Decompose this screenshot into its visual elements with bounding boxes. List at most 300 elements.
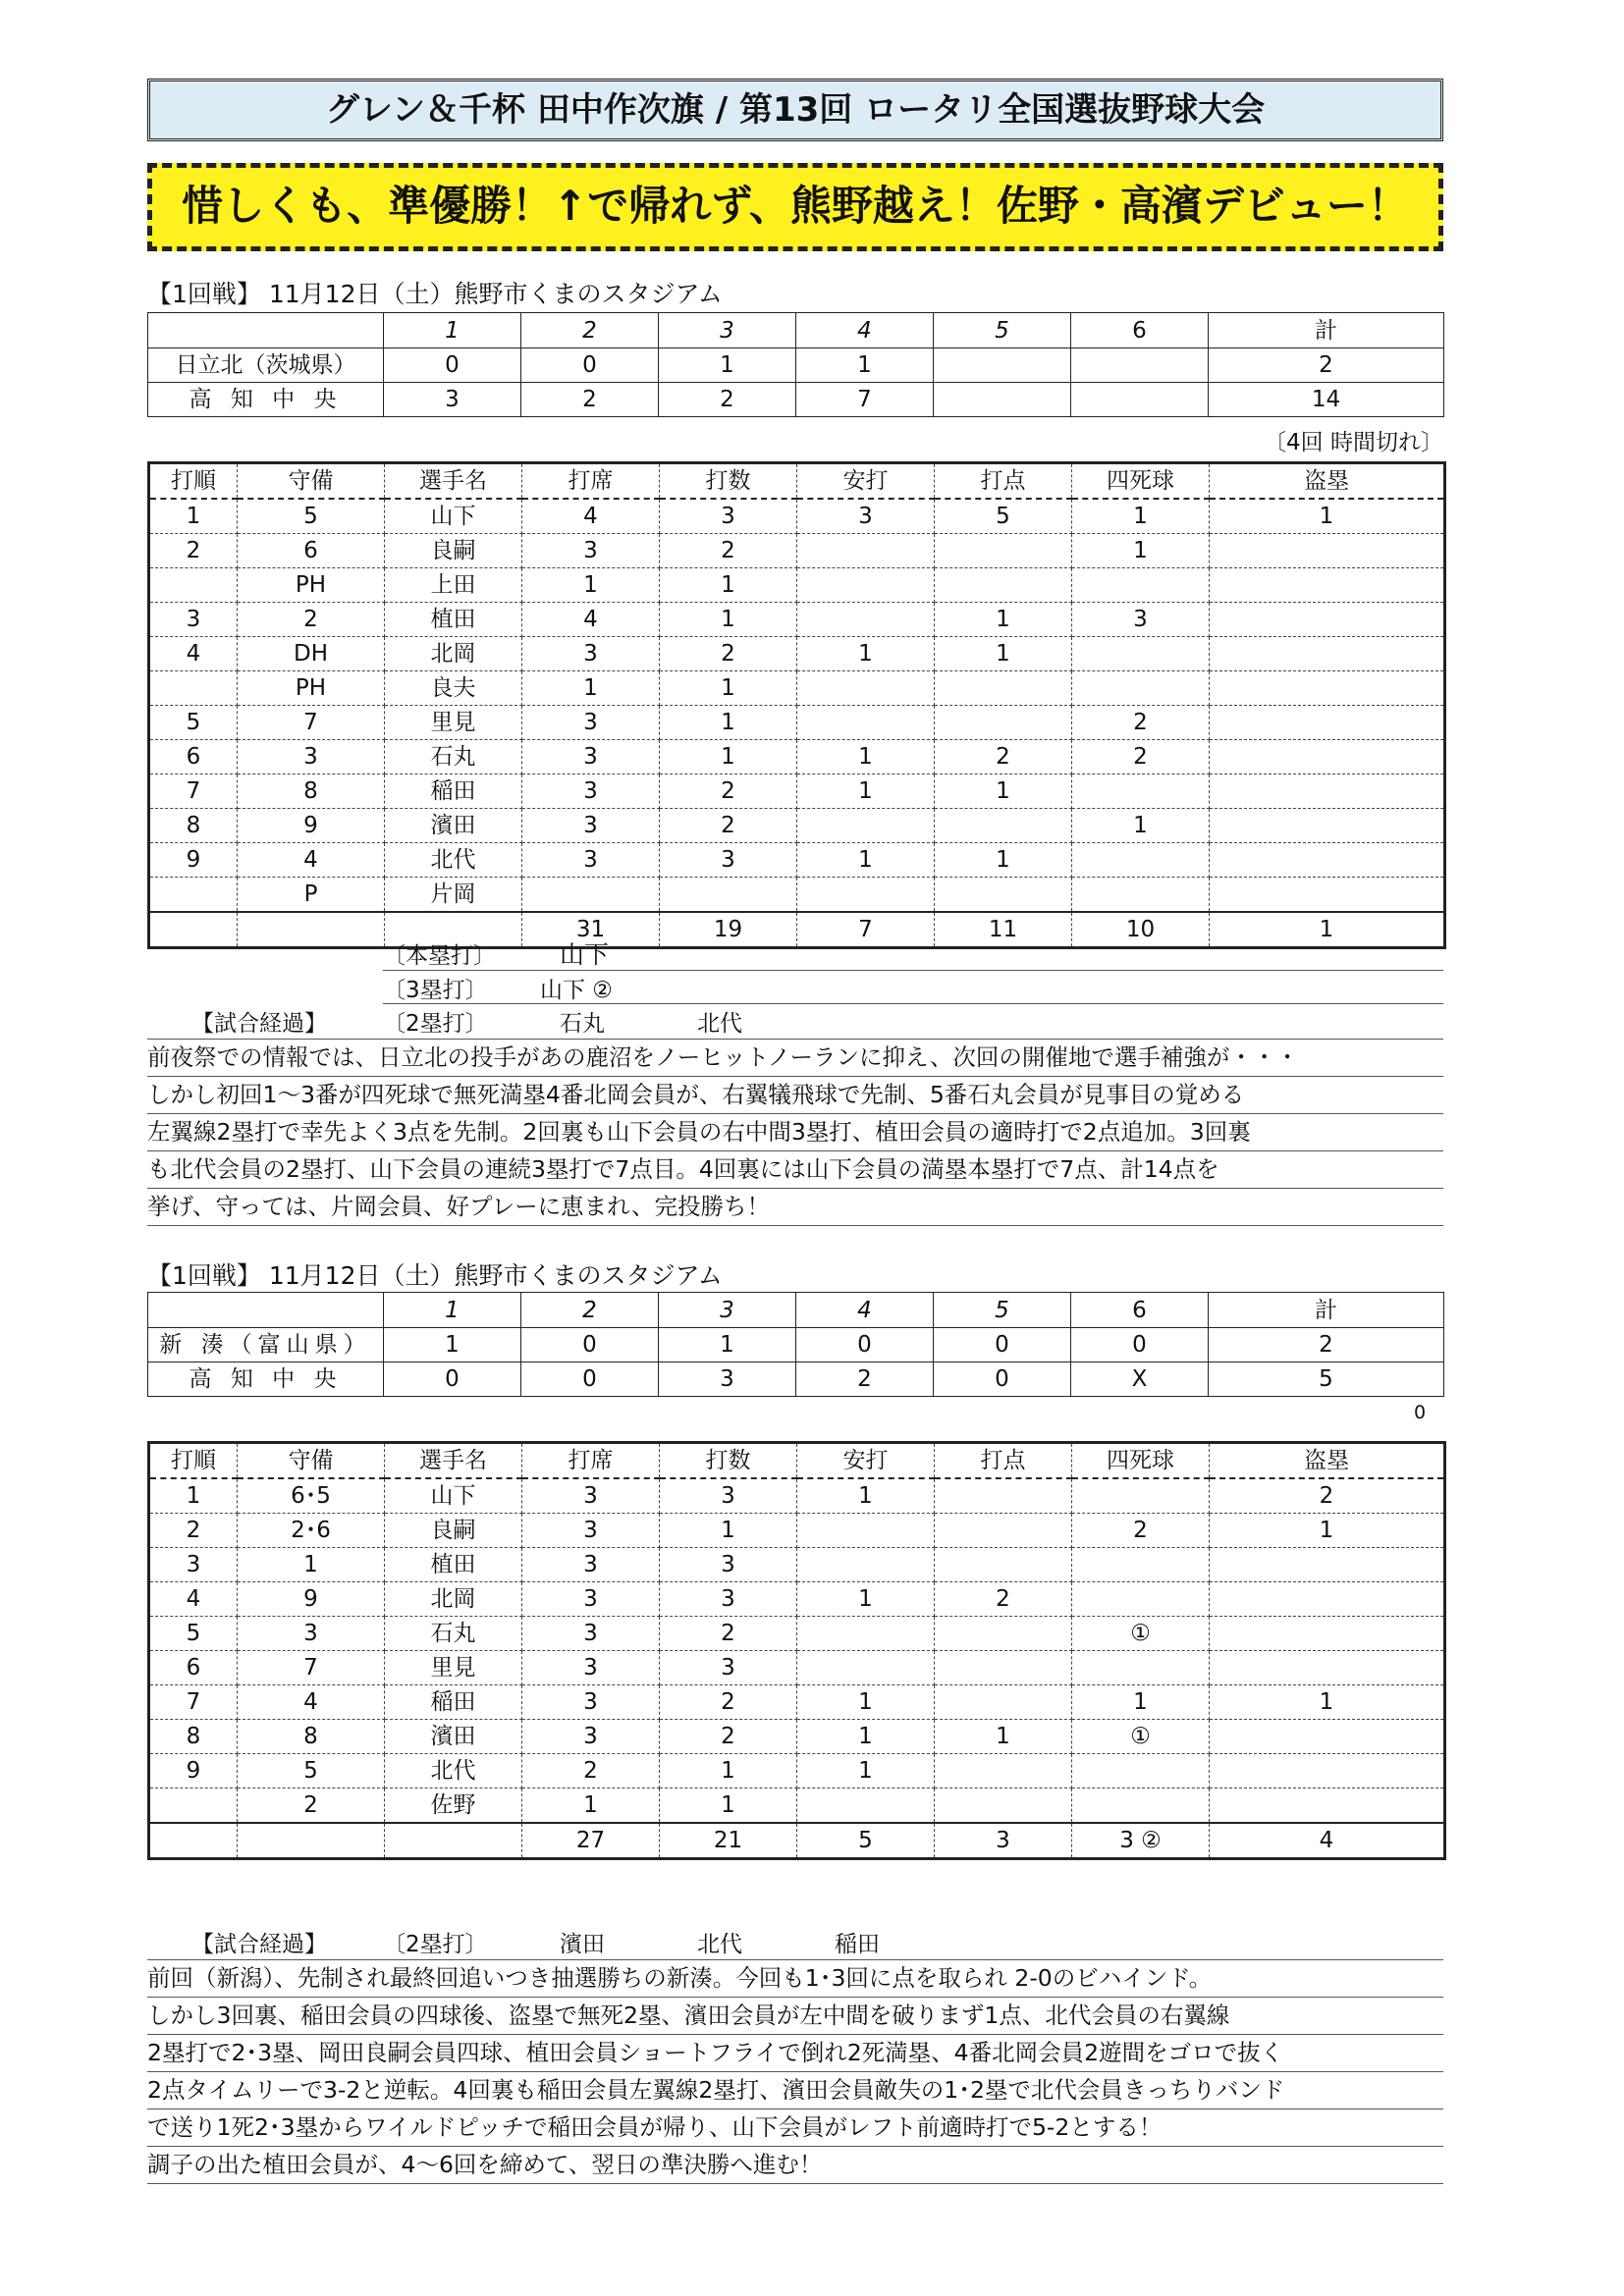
table-cell: 1	[935, 637, 1072, 671]
table-cell: 里見	[385, 706, 522, 740]
score-cell	[934, 383, 1071, 417]
header-rbi: 打点	[935, 1443, 1072, 1479]
table-cell: 2	[522, 1754, 660, 1789]
score-cell: 0	[384, 1362, 521, 1397]
table-cell: 1	[149, 1478, 238, 1514]
score-cell: 1	[384, 1328, 521, 1362]
table-cell: 3	[522, 774, 660, 809]
summary-line: 前夜祭での情報では、日立北の投手があの鹿沼をノーヒットノーランに抑え、次回の開催地で選手補強が・・・	[147, 1040, 1443, 1077]
table-cell	[935, 1754, 1072, 1789]
table-cell: 1	[935, 1720, 1072, 1754]
inning-2-header: 2	[521, 313, 659, 348]
inning-5-header: 5	[934, 313, 1071, 348]
game1-triple-label: 〔3塁打〕	[383, 978, 488, 1003]
table-row	[149, 843, 1445, 878]
team-name: 日立北（茨城県）	[148, 348, 384, 383]
table-row	[149, 1548, 1445, 1582]
table-cell: 7	[149, 774, 238, 809]
table-cell: 1	[797, 1582, 935, 1617]
header-hits: 安打	[797, 463, 935, 500]
table-cell: 1	[797, 740, 935, 774]
table-cell: 5	[149, 1617, 238, 1651]
table-cell	[1210, 740, 1445, 774]
header-batting-order: 打順	[149, 1443, 238, 1479]
table-cell: 4	[238, 1685, 385, 1720]
total-cell	[238, 912, 385, 948]
divider	[383, 970, 1443, 971]
table-cell	[1210, 774, 1445, 809]
summary-line: 2塁打で2･3塁、岡田良嗣会員四球、植田会員ショートフライで倒れ2死満塁、4番北岡会員2遊間をゴロで抜く	[147, 2035, 1443, 2072]
table-cell: 9	[149, 1754, 238, 1789]
table-cell: 良嗣	[385, 534, 522, 568]
table-cell: 2	[660, 1617, 797, 1651]
table-cell: 4	[522, 603, 660, 637]
table-cell: 3	[522, 637, 660, 671]
table-cell	[1072, 1754, 1210, 1789]
table-cell: 4	[149, 1582, 238, 1617]
table-cell	[1210, 1789, 1445, 1824]
team-name: 新 湊（富山県）	[148, 1328, 384, 1362]
score-cell: 0	[384, 348, 521, 383]
table-cell: 1	[797, 1685, 935, 1720]
inning-1-header: 1	[384, 313, 521, 348]
table-cell: 植田	[385, 603, 522, 637]
summary-line: 左翼線2塁打で幸先よく3点を先制。2回裏も山下会員の右中間3塁打、植田会員の適時打で2点追加。3回裏	[147, 1114, 1443, 1151]
summary-line: しかし3回裏、稲田会員の四球後、盗塁で無死2塁、濱田会員が左中間を破りまず1点、北代会員の右翼線	[147, 1998, 1443, 2035]
score-cell: 2	[521, 383, 659, 417]
table-row	[149, 1754, 1445, 1789]
total-header: 計	[1209, 313, 1444, 348]
table-cell: 8	[149, 809, 238, 843]
header-stolen-bases: 盗塁	[1210, 1443, 1445, 1479]
table-cell: 1	[935, 774, 1072, 809]
table-cell	[935, 1548, 1072, 1582]
table-cell: 山下	[385, 499, 522, 534]
table-cell	[1072, 1582, 1210, 1617]
score-cell: 0	[521, 1328, 659, 1362]
scoreboard-corner	[148, 313, 384, 348]
table-cell: 1	[1072, 809, 1210, 843]
table-cell	[1072, 1651, 1210, 1685]
game1-batting-table	[147, 461, 1446, 949]
table-cell	[1210, 1582, 1445, 1617]
table-cell: 3	[522, 1514, 660, 1548]
table-cell: 2	[660, 534, 797, 568]
score-cell: 1	[659, 348, 796, 383]
table-cell	[1072, 1478, 1210, 1514]
score-cell: 0	[521, 348, 659, 383]
game2-double-2: 北代	[697, 1932, 742, 1957]
table-cell: 1	[238, 1548, 385, 1582]
table-cell	[797, 809, 935, 843]
score-total: 14	[1209, 383, 1444, 417]
table-cell: 7	[238, 1651, 385, 1685]
table-cell	[1210, 568, 1445, 603]
score-cell: 1	[659, 1328, 796, 1362]
table-row	[149, 809, 1445, 843]
score-total: 5	[1209, 1362, 1444, 1397]
table-cell	[1210, 1617, 1445, 1651]
table-cell	[1072, 637, 1210, 671]
table-cell: 9	[238, 1582, 385, 1617]
table-cell: 8	[149, 1720, 238, 1754]
game1-double-2: 北代	[697, 1011, 742, 1037]
table-cell: 片岡	[385, 878, 522, 913]
score-cell: 0	[934, 1328, 1071, 1362]
table-cell	[1210, 706, 1445, 740]
game1-homerun-label: 〔本塁打〕	[383, 943, 496, 969]
table-cell: 植田	[385, 1548, 522, 1582]
team-name: 高 知 中 央	[148, 383, 384, 417]
table-cell: 1	[149, 499, 238, 534]
table-cell: 6	[238, 534, 385, 568]
table-cell	[935, 878, 1072, 913]
table-cell: 1	[660, 603, 797, 637]
table-cell: 3	[1072, 603, 1210, 637]
table-cell	[797, 534, 935, 568]
header-rbi: 打点	[935, 463, 1072, 500]
table-cell: 北岡	[385, 1582, 522, 1617]
table-cell: 2･6	[238, 1514, 385, 1548]
table-cell	[797, 878, 935, 913]
game2-scoreboard	[147, 1292, 1444, 1397]
table-cell: 3	[660, 1651, 797, 1685]
summary-line: も北代会員の2塁打、山下会員の連続3塁打で7点目。4回裏には山下会員の満塁本塁打で7点、計14点を	[147, 1151, 1443, 1189]
game2-note: 0	[1414, 1402, 1427, 1423]
total-cell: 31	[522, 912, 660, 948]
table-cell: 7	[149, 1685, 238, 1720]
table-cell: 6	[149, 740, 238, 774]
table-cell: 1	[522, 671, 660, 706]
score-cell: 0	[521, 1362, 659, 1397]
table-cell: 山下	[385, 1478, 522, 1514]
table-cell: 9	[149, 843, 238, 878]
table-cell	[935, 671, 1072, 706]
table-cell: 3	[149, 1548, 238, 1582]
scoreboard-corner	[148, 1293, 384, 1328]
header-position: 守備	[238, 463, 385, 500]
table-cell: 9	[238, 809, 385, 843]
inning-3-header: 3	[659, 1293, 796, 1328]
table-cell	[797, 1651, 935, 1685]
table-cell: 3	[238, 740, 385, 774]
table-cell: 8	[238, 774, 385, 809]
table-cell	[1210, 843, 1445, 878]
totals-row	[149, 1823, 1445, 1859]
table-cell: 1	[797, 843, 935, 878]
totals-row	[149, 912, 1445, 948]
table-cell: 3	[522, 1651, 660, 1685]
inning-2-header: 2	[521, 1293, 659, 1328]
header-at-bats: 打数	[660, 1443, 797, 1479]
total-cell: 5	[797, 1823, 935, 1859]
game1-summary	[147, 1039, 1443, 1226]
inning-4-header: 4	[796, 1293, 934, 1328]
table-cell: 2	[149, 1514, 238, 1548]
score-cell: 0	[1071, 1328, 1209, 1362]
table-cell: DH	[238, 637, 385, 671]
table-cell: 1	[660, 706, 797, 740]
table-cell: 3	[522, 534, 660, 568]
table-row	[149, 499, 1445, 534]
score-cell	[1071, 348, 1209, 383]
table-cell: 稲田	[385, 1685, 522, 1720]
inning-3-header: 3	[659, 313, 796, 348]
table-cell: 3	[522, 1548, 660, 1582]
table-row	[149, 706, 1445, 740]
table-cell: 1	[522, 1789, 660, 1824]
table-cell: 濱田	[385, 809, 522, 843]
table-cell: 2	[660, 1720, 797, 1754]
table-cell: 3	[522, 740, 660, 774]
table-cell: 4	[522, 499, 660, 534]
table-row	[149, 637, 1445, 671]
table-cell	[1210, 809, 1445, 843]
table-cell: 2	[935, 1582, 1072, 1617]
table-cell	[1072, 843, 1210, 878]
game1-scoreboard	[147, 312, 1444, 417]
game1-keika-label: 【試合経過】	[191, 1011, 327, 1037]
header-player-name: 選手名	[385, 463, 522, 500]
score-cell: 7	[796, 383, 934, 417]
score-cell: 3	[659, 1362, 796, 1397]
total-cell	[149, 1823, 238, 1859]
table-cell: ①	[1072, 1720, 1210, 1754]
table-cell: 1	[797, 774, 935, 809]
table-row	[149, 740, 1445, 774]
table-cell	[522, 878, 660, 913]
table-cell: PH	[238, 568, 385, 603]
table-cell: 北代	[385, 843, 522, 878]
header-position: 守備	[238, 1443, 385, 1479]
table-row	[149, 534, 1445, 568]
table-cell: 2	[1072, 740, 1210, 774]
table-row	[149, 1478, 1445, 1514]
summary-line: 調子の出た植田会員が、4～6回を締めて、翌日の準決勝へ進む！	[147, 2147, 1443, 2184]
game2-batting-table	[147, 1441, 1446, 1860]
table-row	[149, 671, 1445, 706]
table-cell: 7	[238, 706, 385, 740]
table-cell	[1210, 534, 1445, 568]
table-cell: 3	[660, 499, 797, 534]
table-cell: 1	[1072, 534, 1210, 568]
total-cell: 4	[1210, 1823, 1445, 1859]
header-player-name: 選手名	[385, 1443, 522, 1479]
table-cell: 1	[797, 1478, 935, 1514]
table-cell: 1	[1210, 499, 1445, 534]
table-cell: 3	[522, 809, 660, 843]
table-cell	[935, 809, 1072, 843]
table-cell: 5	[238, 499, 385, 534]
inning-6-header: 6	[1071, 313, 1209, 348]
table-row	[149, 1720, 1445, 1754]
total-cell	[149, 912, 238, 948]
table-row	[149, 1617, 1445, 1651]
inning-5-header: 5	[934, 1293, 1071, 1328]
header-batting-order: 打順	[149, 463, 238, 500]
table-cell: 里見	[385, 1651, 522, 1685]
table-cell	[1072, 568, 1210, 603]
table-cell: 6･5	[238, 1478, 385, 1514]
table-cell: 3	[522, 1617, 660, 1651]
table-cell: 8	[238, 1720, 385, 1754]
table-cell: 1	[660, 568, 797, 603]
table-cell	[935, 568, 1072, 603]
score-cell: 1	[796, 348, 934, 383]
table-cell: 1	[1072, 499, 1210, 534]
table-cell: 2	[660, 637, 797, 671]
table-row	[149, 1514, 1445, 1548]
table-cell: 5	[149, 706, 238, 740]
table-cell	[935, 706, 1072, 740]
game1-triple: 山下 ②	[540, 978, 613, 1003]
score-cell: 3	[384, 383, 521, 417]
table-cell: 1	[522, 568, 660, 603]
table-cell	[1210, 1754, 1445, 1789]
table-cell	[1210, 1651, 1445, 1685]
table-cell	[1072, 1548, 1210, 1582]
total-cell	[238, 1823, 385, 1859]
table-cell: 2	[1210, 1478, 1445, 1514]
table-cell: PH	[238, 671, 385, 706]
total-cell	[385, 1823, 522, 1859]
header-plate-appearances: 打席	[522, 1443, 660, 1479]
table-cell: P	[238, 878, 385, 913]
table-cell: 3	[149, 603, 238, 637]
table-cell	[935, 534, 1072, 568]
table-cell: 6	[149, 1651, 238, 1685]
table-cell: 良夫	[385, 671, 522, 706]
total-cell: 19	[660, 912, 797, 948]
table-cell	[1210, 603, 1445, 637]
game2-summary	[147, 1959, 1443, 2184]
table-cell: 1	[660, 1789, 797, 1824]
table-cell	[797, 1548, 935, 1582]
table-cell	[1072, 1789, 1210, 1824]
score-total: 2	[1209, 1328, 1444, 1362]
table-row	[149, 568, 1445, 603]
table-row	[149, 603, 1445, 637]
table-cell: 2	[1072, 1514, 1210, 1548]
table-cell: 1	[660, 1754, 797, 1789]
table-cell	[149, 671, 238, 706]
team-name: 高 知 中 央	[148, 1362, 384, 1397]
table-cell: 濱田	[385, 1720, 522, 1754]
total-cell: 21	[660, 1823, 797, 1859]
table-cell	[660, 878, 797, 913]
table-cell: 3	[522, 1685, 660, 1720]
table-cell: 4	[238, 843, 385, 878]
game2-double-1: 濱田	[560, 1932, 605, 1957]
game2-double-label: 〔2塁打〕	[383, 1932, 488, 1957]
inning-1-header: 1	[384, 1293, 521, 1328]
summary-line: 挙げ、守っては、片岡会員、好プレーに恵まれ、完投勝ち！	[147, 1189, 1443, 1226]
table-row	[149, 1789, 1445, 1824]
score-cell: X	[1071, 1362, 1209, 1397]
game1-label: 【1回戦】 11月12日（土）熊野市くまのスタジアム	[147, 280, 723, 308]
table-cell: 2	[1072, 706, 1210, 740]
table-cell	[1210, 1720, 1445, 1754]
table-cell	[797, 1617, 935, 1651]
table-cell	[1210, 637, 1445, 671]
table-cell: 5	[238, 1754, 385, 1789]
table-cell: 1	[1210, 1685, 1445, 1720]
table-cell: 1	[660, 1514, 797, 1548]
table-row	[149, 878, 1445, 913]
total-cell: 27	[522, 1823, 660, 1859]
table-cell	[797, 1514, 935, 1548]
table-cell: 1	[797, 1720, 935, 1754]
table-cell: 3	[522, 1720, 660, 1754]
table-cell: 1	[660, 671, 797, 706]
table-row	[149, 1651, 1445, 1685]
table-cell	[935, 1651, 1072, 1685]
table-cell: 北代	[385, 1754, 522, 1789]
game2-double-3: 稲田	[835, 1932, 880, 1957]
inning-6-header: 6	[1071, 1293, 1209, 1328]
table-cell: 良嗣	[385, 1514, 522, 1548]
table-cell: 3	[660, 1478, 797, 1514]
header-at-bats: 打数	[660, 463, 797, 500]
table-cell	[797, 671, 935, 706]
score-total: 2	[1209, 348, 1444, 383]
table-cell	[935, 1478, 1072, 1514]
table-cell: 石丸	[385, 1617, 522, 1651]
table-cell	[797, 706, 935, 740]
table-cell: 3	[660, 1548, 797, 1582]
table-cell: 北岡	[385, 637, 522, 671]
table-cell	[149, 1789, 238, 1824]
table-cell	[1210, 1548, 1445, 1582]
table-cell	[797, 1789, 935, 1824]
inning-4-header: 4	[796, 313, 934, 348]
table-cell	[935, 1789, 1072, 1824]
total-header: 計	[1209, 1293, 1444, 1328]
table-cell: 1	[935, 603, 1072, 637]
table-cell	[1210, 671, 1445, 706]
table-cell: 1	[935, 843, 1072, 878]
table-cell: 稲田	[385, 774, 522, 809]
game1-double-label: 〔2塁打〕	[383, 1011, 488, 1037]
table-cell: 2	[238, 1789, 385, 1824]
table-cell	[149, 568, 238, 603]
table-cell: 2	[935, 740, 1072, 774]
table-cell	[797, 603, 935, 637]
game1-note: 〔4回 時間切れ〕	[1264, 430, 1443, 455]
table-cell: ①	[1072, 1617, 1210, 1651]
table-cell	[797, 568, 935, 603]
headline-banner: 惜しくも、準優勝！↑で帰れず、熊野越え！佐野・高濱デビュー！	[147, 163, 1443, 251]
table-cell: 3	[522, 1582, 660, 1617]
table-cell: 3	[660, 843, 797, 878]
table-cell: 1	[1072, 1685, 1210, 1720]
table-cell: 2	[238, 603, 385, 637]
header-walks: 四死球	[1072, 1443, 1210, 1479]
table-cell: 2	[660, 809, 797, 843]
table-cell: 5	[935, 499, 1072, 534]
summary-line: しかし初回1～3番が四死球で無死満塁4番北岡会員が、右翼犠飛球で先制、5番石丸会員が見事目の覚める	[147, 1077, 1443, 1114]
score-cell: 2	[796, 1362, 934, 1397]
table-cell: 3	[660, 1582, 797, 1617]
table-row	[149, 1685, 1445, 1720]
table-cell: 1	[660, 740, 797, 774]
total-cell: 3 ②	[1072, 1823, 1210, 1859]
total-cell: 11	[935, 912, 1072, 948]
summary-line: 2点タイムリーで3-2と逆転。4回裏も稲田会員左翼線2塁打、濱田会員敵失の1･2塁で北代会員きっちりバンド	[147, 2072, 1443, 2109]
header-walks: 四死球	[1072, 463, 1210, 500]
total-cell: 3	[935, 1823, 1072, 1859]
total-cell: 1	[1210, 912, 1445, 948]
